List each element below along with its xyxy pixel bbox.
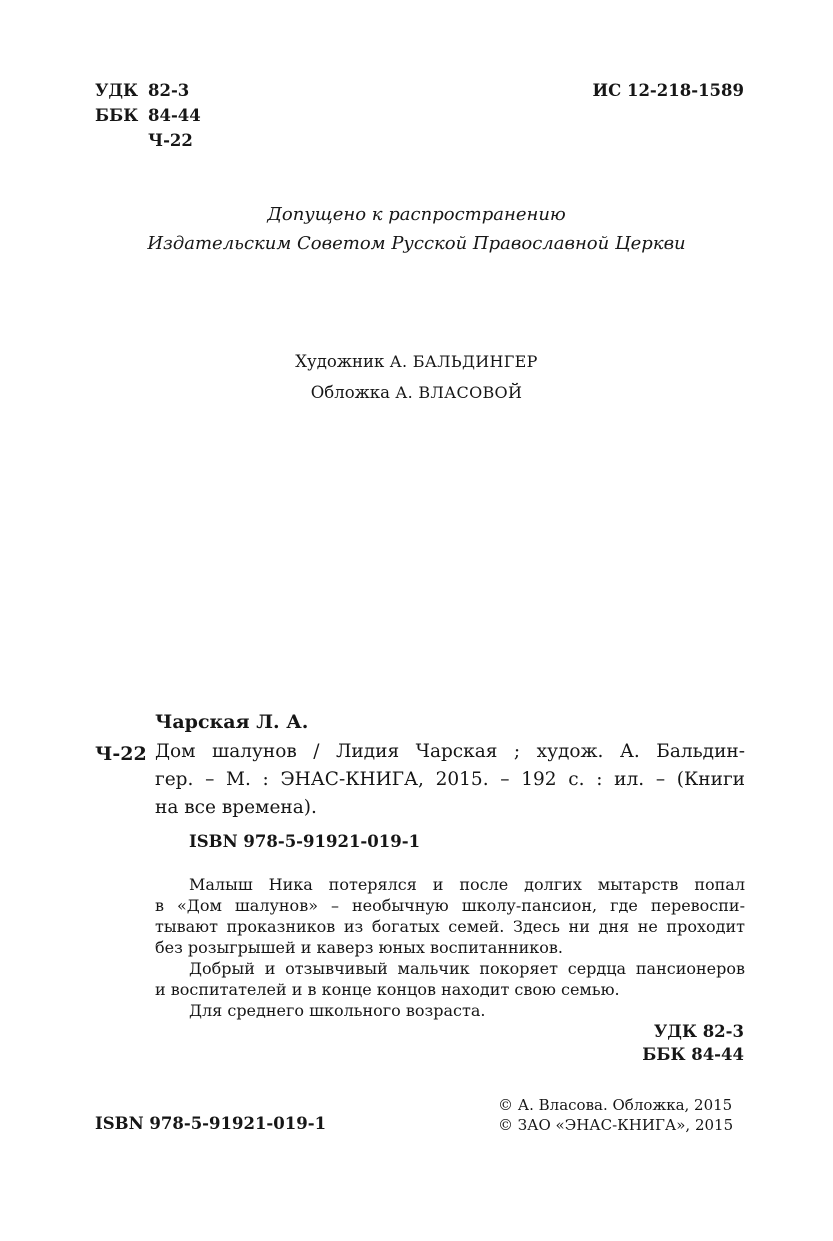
copyright-block (498, 1095, 733, 1135)
author-mark: Ч-22 (148, 131, 193, 150)
udk-row (95, 78, 201, 103)
approval-line-2: Издательским Советом Русской Православной Церкви (147, 233, 686, 254)
bib-line: Дом шалунов / Лидия Чарская ; худож. А. Бальдин- (155, 741, 745, 762)
annotation-line: и воспитателей и в конце концов находит свою семью. (155, 980, 620, 999)
catalog-codes (642, 1020, 744, 1066)
bbk-row (95, 103, 201, 128)
bib-line: на все времена). (155, 797, 317, 818)
approval-line-1: Допущено к распространению (267, 204, 566, 225)
is-code: ИС 12-218-1589 (592, 81, 744, 100)
shelf-mark: Ч-22 (95, 743, 147, 765)
udk-value: 82-3 (148, 81, 190, 100)
classification-codes (95, 78, 201, 153)
artist-name: А. БАЛЬДИНГЕР (389, 352, 538, 371)
cover-label: Обложка (310, 383, 390, 402)
catalog-udk: УДК 82-3 (653, 1022, 744, 1041)
catalog-author: Чарская Л. А. (155, 711, 309, 733)
annotation (155, 874, 745, 1021)
cover-name: А. ВЛАСОВОЙ (395, 383, 523, 402)
annotation-line: Малыш Ника потерялся и после долгих мытарств попал (189, 875, 745, 894)
bbk-label: ББК (95, 106, 139, 125)
annotation-line: Для среднего школьного возраста. (189, 1001, 486, 1020)
copyright-publisher: © ЗАО «ЭНАС-КНИГА», 2015 (498, 1116, 734, 1134)
copyright-cover: © А. Власова. Обложка, 2015 (498, 1096, 733, 1114)
catalog-bbk: ББК 84-44 (642, 1045, 744, 1064)
annotation-line: в «Дом шалунов» – необычную школу-пансион, где перевоспи- (155, 896, 745, 915)
annotation-line: Добрый и отзывчивый мальчик покоряет сердца пансионеров (189, 959, 745, 978)
cover-credit (0, 377, 833, 408)
catalog-isbn: ISBN 978-5-91921-019-1 (189, 832, 421, 851)
isbn-bottom: ISBN 978-5-91921-019-1 (95, 1114, 327, 1133)
annotation-line: без розыгрышей и каверз юных воспитанников. (155, 938, 563, 957)
artist-label: Художник (295, 352, 385, 371)
artist-credit (0, 346, 833, 377)
udk-label: УДК (95, 81, 139, 100)
bibliographic-description (155, 738, 745, 822)
credits (0, 346, 833, 408)
church-approval (0, 200, 833, 258)
bib-line: гер. – М. : ЭНАС-КНИГА, 2015. – 192 с. : ил. – (Книги (155, 769, 745, 790)
annotation-line: тывают проказников из богатых семей. Здесь ни дня не проходит (155, 917, 745, 936)
bbk-value: 84-44 (148, 106, 201, 125)
